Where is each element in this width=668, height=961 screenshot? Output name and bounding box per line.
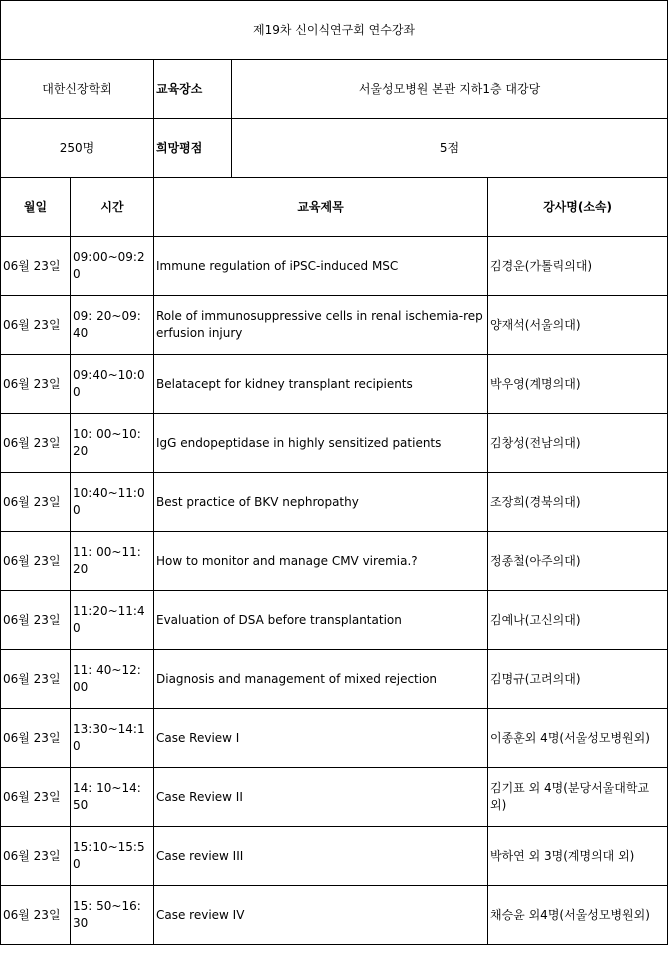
session-date: 06월 23일 <box>1 650 71 709</box>
session-speaker: 김기표 외 4명(분당서울대학교외) <box>488 768 668 827</box>
session-subject: Best practice of BKV nephropathy <box>154 473 488 532</box>
capacity-row <box>1 119 668 178</box>
schedule-table-body <box>1 1 668 945</box>
session-speaker: 채승윤 외4명(서울성모병원외) <box>488 886 668 945</box>
capacity-cell: 250명 <box>1 119 154 178</box>
table-row <box>1 237 668 296</box>
session-subject: Case review IV <box>154 886 488 945</box>
session-time: 13:30~14:10 <box>71 709 154 768</box>
session-speaker: 이종훈외 4명(서울성모병원외) <box>488 709 668 768</box>
session-speaker: 김예나(고신의대) <box>488 591 668 650</box>
session-date: 06월 23일 <box>1 237 71 296</box>
session-time: 15:10~15:50 <box>71 827 154 886</box>
session-time: 09:40~10:00 <box>71 355 154 414</box>
session-subject: How to monitor and manage CMV viremia.? <box>154 532 488 591</box>
session-date: 06월 23일 <box>1 827 71 886</box>
session-date: 06월 23일 <box>1 414 71 473</box>
venue-label: 교육장소 <box>154 60 232 119</box>
session-speaker: 양재석(서울의대) <box>488 296 668 355</box>
table-row <box>1 886 668 945</box>
session-date: 06월 23일 <box>1 296 71 355</box>
session-date: 06월 23일 <box>1 768 71 827</box>
title-row <box>1 1 668 60</box>
table-row <box>1 414 668 473</box>
table-row <box>1 532 668 591</box>
venue-value: 서울성모병원 본관 지하1층 대강당 <box>232 60 668 119</box>
session-subject: Evaluation of DSA before transplantation <box>154 591 488 650</box>
session-time: 09:00~09:20 <box>71 237 154 296</box>
session-speaker: 정종철(아주의대) <box>488 532 668 591</box>
session-subject: Belatacept for kidney transplant recipients <box>154 355 488 414</box>
table-row <box>1 768 668 827</box>
session-time: 11:20~11:40 <box>71 591 154 650</box>
session-subject: Diagnosis and management of mixed rejection <box>154 650 488 709</box>
session-subject: Immune regulation of iPSC-induced MSC <box>154 237 488 296</box>
header-date: 월일 <box>1 178 71 237</box>
header-speaker: 강사명(소속) <box>488 178 668 237</box>
session-speaker: 김창성(전남의대) <box>488 414 668 473</box>
organizer-cell: 대한신장학회 <box>1 60 154 119</box>
session-speaker: 박하연 외 3명(계명의대 외) <box>488 827 668 886</box>
session-date: 06월 23일 <box>1 709 71 768</box>
session-speaker: 김명규(고려의대) <box>488 650 668 709</box>
session-subject: Case review III <box>154 827 488 886</box>
session-subject: Role of immunosuppressive cells in renal ischemia-reperfusion injury <box>154 296 488 355</box>
session-date: 06월 23일 <box>1 532 71 591</box>
header-row <box>1 178 668 237</box>
session-time: 11: 00~11: 20 <box>71 532 154 591</box>
venue-row <box>1 60 668 119</box>
credit-value: 5점 <box>232 119 668 178</box>
header-time: 시간 <box>71 178 154 237</box>
table-row <box>1 296 668 355</box>
session-subject: IgG endopeptidase in highly sensitized patients <box>154 414 488 473</box>
session-time: 09: 20~09: 40 <box>71 296 154 355</box>
credit-label: 희망평점 <box>154 119 232 178</box>
session-date: 06월 23일 <box>1 591 71 650</box>
session-speaker: 박우영(계명의대) <box>488 355 668 414</box>
session-date: 06월 23일 <box>1 886 71 945</box>
session-speaker: 조장희(경북의대) <box>488 473 668 532</box>
session-subject: Case Review I <box>154 709 488 768</box>
session-time: 14: 10~14: 50 <box>71 768 154 827</box>
table-row <box>1 591 668 650</box>
session-date: 06월 23일 <box>1 473 71 532</box>
table-row <box>1 827 668 886</box>
session-speaker: 김경운(가톨릭의대) <box>488 237 668 296</box>
table-row <box>1 355 668 414</box>
session-time: 10:40~11:00 <box>71 473 154 532</box>
session-date: 06월 23일 <box>1 355 71 414</box>
session-time: 15: 50~16: 30 <box>71 886 154 945</box>
table-row <box>1 650 668 709</box>
session-time: 11: 40~12: 00 <box>71 650 154 709</box>
header-subject: 교육제목 <box>154 178 488 237</box>
session-time: 10: 00~10: 20 <box>71 414 154 473</box>
table-row <box>1 709 668 768</box>
table-row <box>1 473 668 532</box>
session-subject: Case Review II <box>154 768 488 827</box>
document-title: 제19차 신이식연구회 연수강좌 <box>1 1 668 60</box>
